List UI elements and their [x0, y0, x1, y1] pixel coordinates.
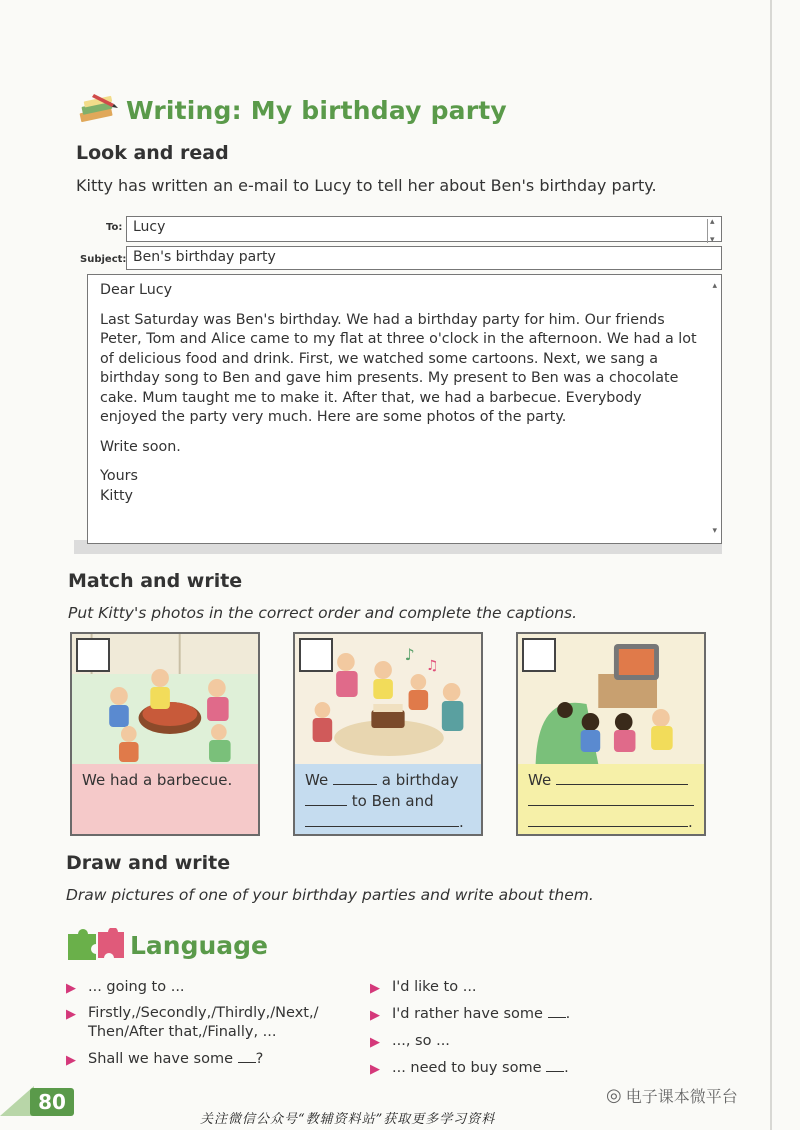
language-item-text: [392, 1005, 570, 1025]
bullet-triangle-icon: ▶: [66, 981, 76, 996]
caption-2-blank-3[interactable]: [305, 813, 459, 827]
bullet-triangle-icon: ▶: [370, 1008, 380, 1023]
caption-3-blank-2[interactable]: [528, 792, 694, 806]
scroll-up-icon[interactable]: ▴: [712, 281, 717, 291]
caption-2-to-ben-and: to Ben and: [351, 792, 434, 810]
to-field[interactable]: [126, 216, 722, 242]
language-item-right-2: [370, 1005, 570, 1025]
order-box-3[interactable]: [522, 638, 556, 672]
caption-3-blank-1[interactable]: [556, 771, 688, 785]
to-field-scroll[interactable]: [707, 219, 719, 243]
language-blank: [548, 1006, 566, 1018]
language-item-left-2: [66, 1004, 318, 1042]
language-item-prefix: I'd rather have some: [392, 1006, 543, 1022]
watermark: [606, 1084, 738, 1107]
caption-3-blank-3[interactable]: [528, 813, 688, 827]
caption-1: [72, 764, 258, 836]
caption-2-blank-1[interactable]: [333, 771, 377, 785]
bullet-triangle-icon: ▶: [370, 1035, 380, 1050]
to-value: Lucy: [133, 219, 166, 235]
match-and-write-heading: Match and write: [68, 570, 243, 592]
svg-text:♫: ♫: [426, 657, 439, 675]
subject-field[interactable]: [126, 246, 722, 270]
caption-1-text: We had a barbecue.: [82, 771, 233, 789]
page-spine: [770, 0, 772, 1130]
language-item-text: [392, 1059, 569, 1079]
language-item-suffix: .: [564, 1060, 569, 1076]
email-signature: Kitty: [100, 487, 134, 504]
books-pencil-icon: [76, 92, 120, 128]
caption-2-we: We: [305, 771, 329, 789]
draw-and-write-heading: Draw and write: [66, 852, 231, 874]
order-box-1[interactable]: [76, 638, 110, 672]
language-item-text: [88, 1004, 318, 1042]
draw-and-write-instruction: Draw pictures of one of your birthday parties and write about them.: [66, 886, 594, 904]
to-label: To:: [106, 222, 123, 233]
language-item-text: ..., so ...: [392, 1033, 450, 1049]
email-body[interactable]: [87, 274, 722, 544]
language-item-line-2: Then/After that,/Finally, ...: [88, 1024, 277, 1040]
language-blank: [546, 1060, 564, 1072]
language-item-text: [88, 1050, 263, 1070]
language-title-row: [66, 928, 268, 962]
photo-card-barbecue: [70, 632, 260, 836]
email-closing: Write soon.: [100, 438, 181, 455]
watermark-text: 电子课本微平台: [625, 1087, 738, 1106]
language-item-right-4: [370, 1059, 569, 1079]
bullet-triangle-icon: ▶: [370, 1062, 380, 1077]
email-greeting: Dear Lucy: [100, 282, 173, 298]
language-item-text: ... going to ...: [88, 979, 185, 995]
match-and-write-instruction: Put Kitty's photos in the correct order and complete the captions.: [68, 604, 578, 622]
look-and-read-heading: Look and read: [76, 142, 229, 164]
page-number: 80: [30, 1088, 74, 1116]
language-blank: [238, 1051, 256, 1063]
look-and-read-intro: Kitty has written an e-mail to Lucy to tell her about Ben's birthday party.: [76, 176, 657, 195]
language-item-left-3: [66, 1050, 263, 1070]
language-item-prefix: ... need to buy some: [392, 1060, 542, 1076]
caption-3-period: .: [688, 813, 693, 831]
language-title: Language: [130, 930, 269, 960]
caption-2-blank-2[interactable]: [305, 792, 347, 806]
caption-2-a-birthday: a birthday: [381, 771, 459, 789]
language-item-suffix: ?: [255, 1051, 264, 1067]
bullet-triangle-icon: ▶: [66, 1053, 76, 1068]
language-item-prefix: Shall we have some: [88, 1051, 233, 1067]
email-body-text: Last Saturday was Ben's birthday. We had a birthday party for him. Our friends Peter, Tom and Alice came to my flat at three o'clock in the afternoon. We had a lot of delicious food and drink. First, we watched some cartoons. Next, we sang a birthday song to Ben and gave him presents. My present to Ben was a chocolate cake. Mum taught me to make it. After that, we had a barbecue. Everybody enjoyed the party very much. Here are some photos of the party.: [100, 311, 697, 425]
language-item-line-1: Firstly,/Secondly,/Thirdly,/Next,/: [88, 1005, 319, 1021]
caption-2: [295, 764, 481, 836]
bullet-triangle-icon: ▶: [66, 1007, 76, 1022]
scroll-down-icon[interactable]: ▾: [712, 525, 717, 536]
section-title-row: [76, 92, 507, 128]
caption-3: [518, 764, 704, 836]
footer-note: 关注微信公众号“教辅资料站”获取更多学习资料: [200, 1112, 496, 1127]
language-item-suffix: .: [565, 1006, 571, 1022]
section-title: Writing: My birthday party: [126, 95, 507, 125]
caption-3-we: We: [528, 771, 552, 789]
puzzle-pieces-icon: [66, 928, 126, 962]
svg-text:♪: ♪: [404, 644, 415, 665]
subject-label: Subject:: [80, 254, 127, 265]
language-item-right-3: [370, 1032, 450, 1052]
order-box-2[interactable]: [299, 638, 333, 672]
email-signoff: Yours: [100, 468, 138, 484]
bullet-triangle-icon: ▶: [370, 981, 380, 996]
page-corner-tab: [0, 1086, 34, 1116]
subject-value: Ben's birthday party: [133, 249, 276, 265]
language-item-text: I'd like to ...: [392, 979, 477, 995]
language-item-right-1: [370, 978, 477, 998]
language-item-left-1: [66, 978, 185, 998]
photo-card-cartoons: [516, 632, 706, 836]
caption-2-period: .: [459, 813, 464, 831]
email-window: [74, 210, 722, 555]
wechat-icon: ◎: [606, 1085, 622, 1106]
photo-card-birthday-song: [293, 632, 483, 836]
